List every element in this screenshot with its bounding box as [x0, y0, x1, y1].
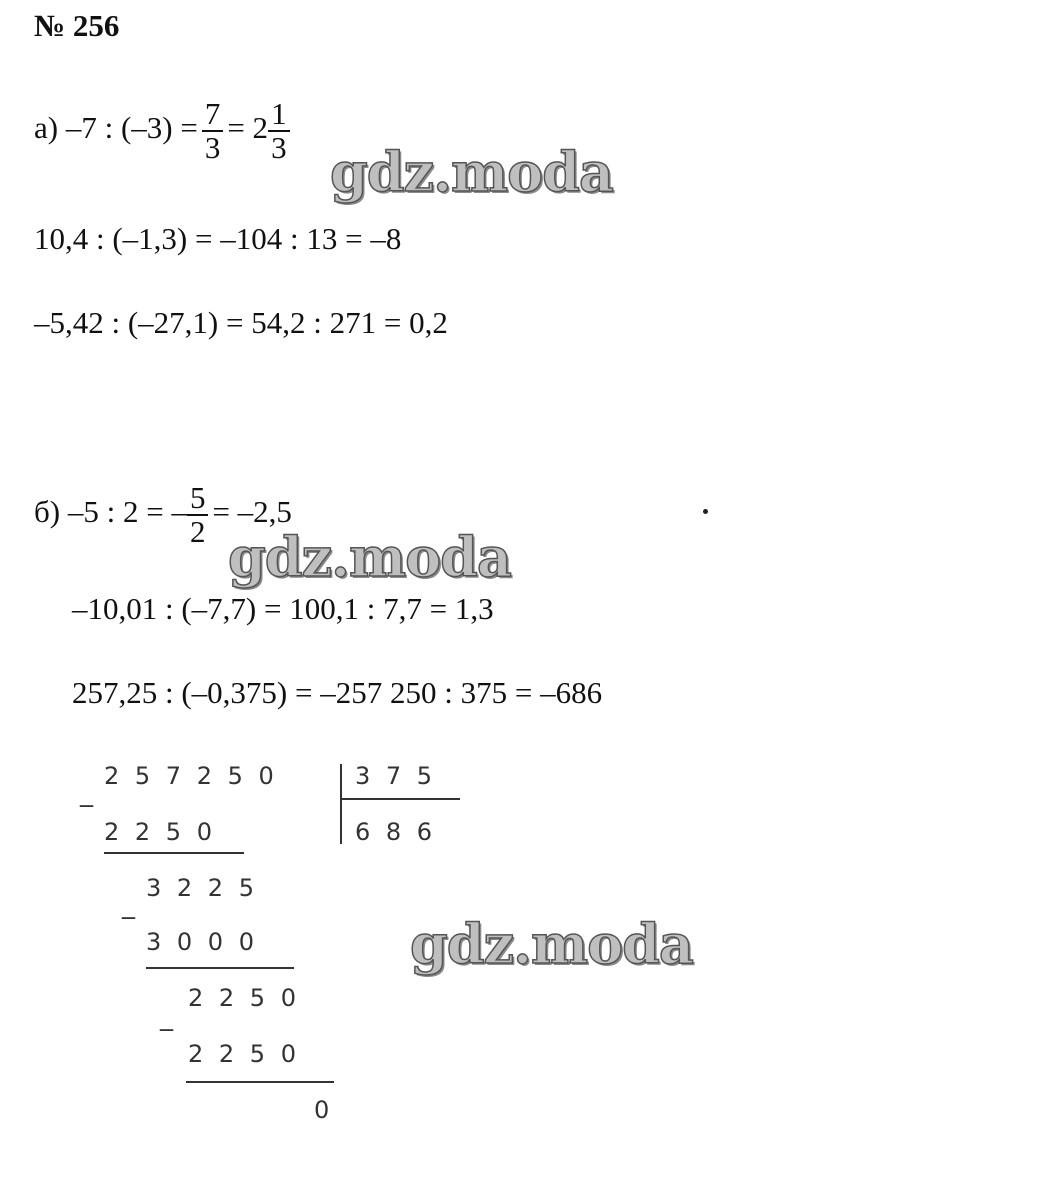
- part-a-line-1: [34, 98, 294, 164]
- part-b-line-2: –10,01 : (–7,7) = 100,1 : 7,7 = 1,3: [72, 591, 494, 626]
- fraction-1-3: [268, 98, 290, 164]
- minus-sign: _: [122, 890, 135, 920]
- stray-dot: [703, 509, 708, 514]
- problem-number: № 256: [34, 8, 120, 43]
- division-step-1-subtrahend: 2 2 5 0: [104, 818, 212, 846]
- watermark: gdz.moda: [330, 140, 613, 204]
- division-final-remainder: 0: [314, 1096, 330, 1124]
- division-step-3-line: [186, 1081, 334, 1083]
- part-a-line-3: –5,42 : (–27,1) = 54,2 : 271 = 0,2: [34, 305, 448, 340]
- division-vertical-line: [340, 764, 342, 844]
- division-step-2-subtrahend: 3 0 0 0: [146, 928, 254, 956]
- fraction-denominator: 2: [189, 514, 206, 549]
- watermark: gdz.moda: [228, 525, 511, 589]
- division-quotient: 6 8 6: [355, 818, 433, 846]
- fraction-numerator: 5: [187, 482, 209, 516]
- part-a-line-2: 10,4 : (–1,3) = –104 : 13 = –8: [34, 221, 402, 256]
- division-divisor: 3 7 5: [355, 762, 433, 790]
- division-step-3-subtrahend: 2 2 5 0: [188, 1040, 296, 1068]
- division-dividend: 2 5 7 2 5 0: [104, 762, 274, 790]
- watermark: gdz.moda: [410, 912, 693, 976]
- part-a-line-1-mid: = 2: [227, 110, 269, 146]
- fraction-denominator: 3: [204, 130, 221, 165]
- fraction-numerator: 7: [202, 98, 224, 132]
- division-step-2-line: [146, 967, 294, 969]
- division-divisor-underline: [340, 798, 460, 800]
- minus-sign: _: [80, 778, 93, 808]
- part-a-line-1-prefix: а) –7 : (–3) =: [34, 110, 198, 146]
- part-b-line-1-suffix: = –2,5: [212, 494, 292, 530]
- minus-sign: _: [160, 1002, 173, 1032]
- fraction-numerator: 1: [268, 98, 290, 132]
- division-step-1-line: [104, 852, 244, 854]
- fraction-5-2: [187, 482, 209, 548]
- division-step-3-remainder: 2 2 5 0: [188, 984, 296, 1012]
- part-b-line-1-prefix: б) –5 : 2 = –: [34, 494, 187, 530]
- fraction-7-3: [202, 98, 224, 164]
- division-step-2-remainder: 3 2 2 5: [146, 874, 254, 902]
- part-b-line-3: 257,25 : (–0,375) = –257 250 : 375 = –686: [72, 675, 603, 710]
- fraction-denominator: 3: [271, 130, 287, 165]
